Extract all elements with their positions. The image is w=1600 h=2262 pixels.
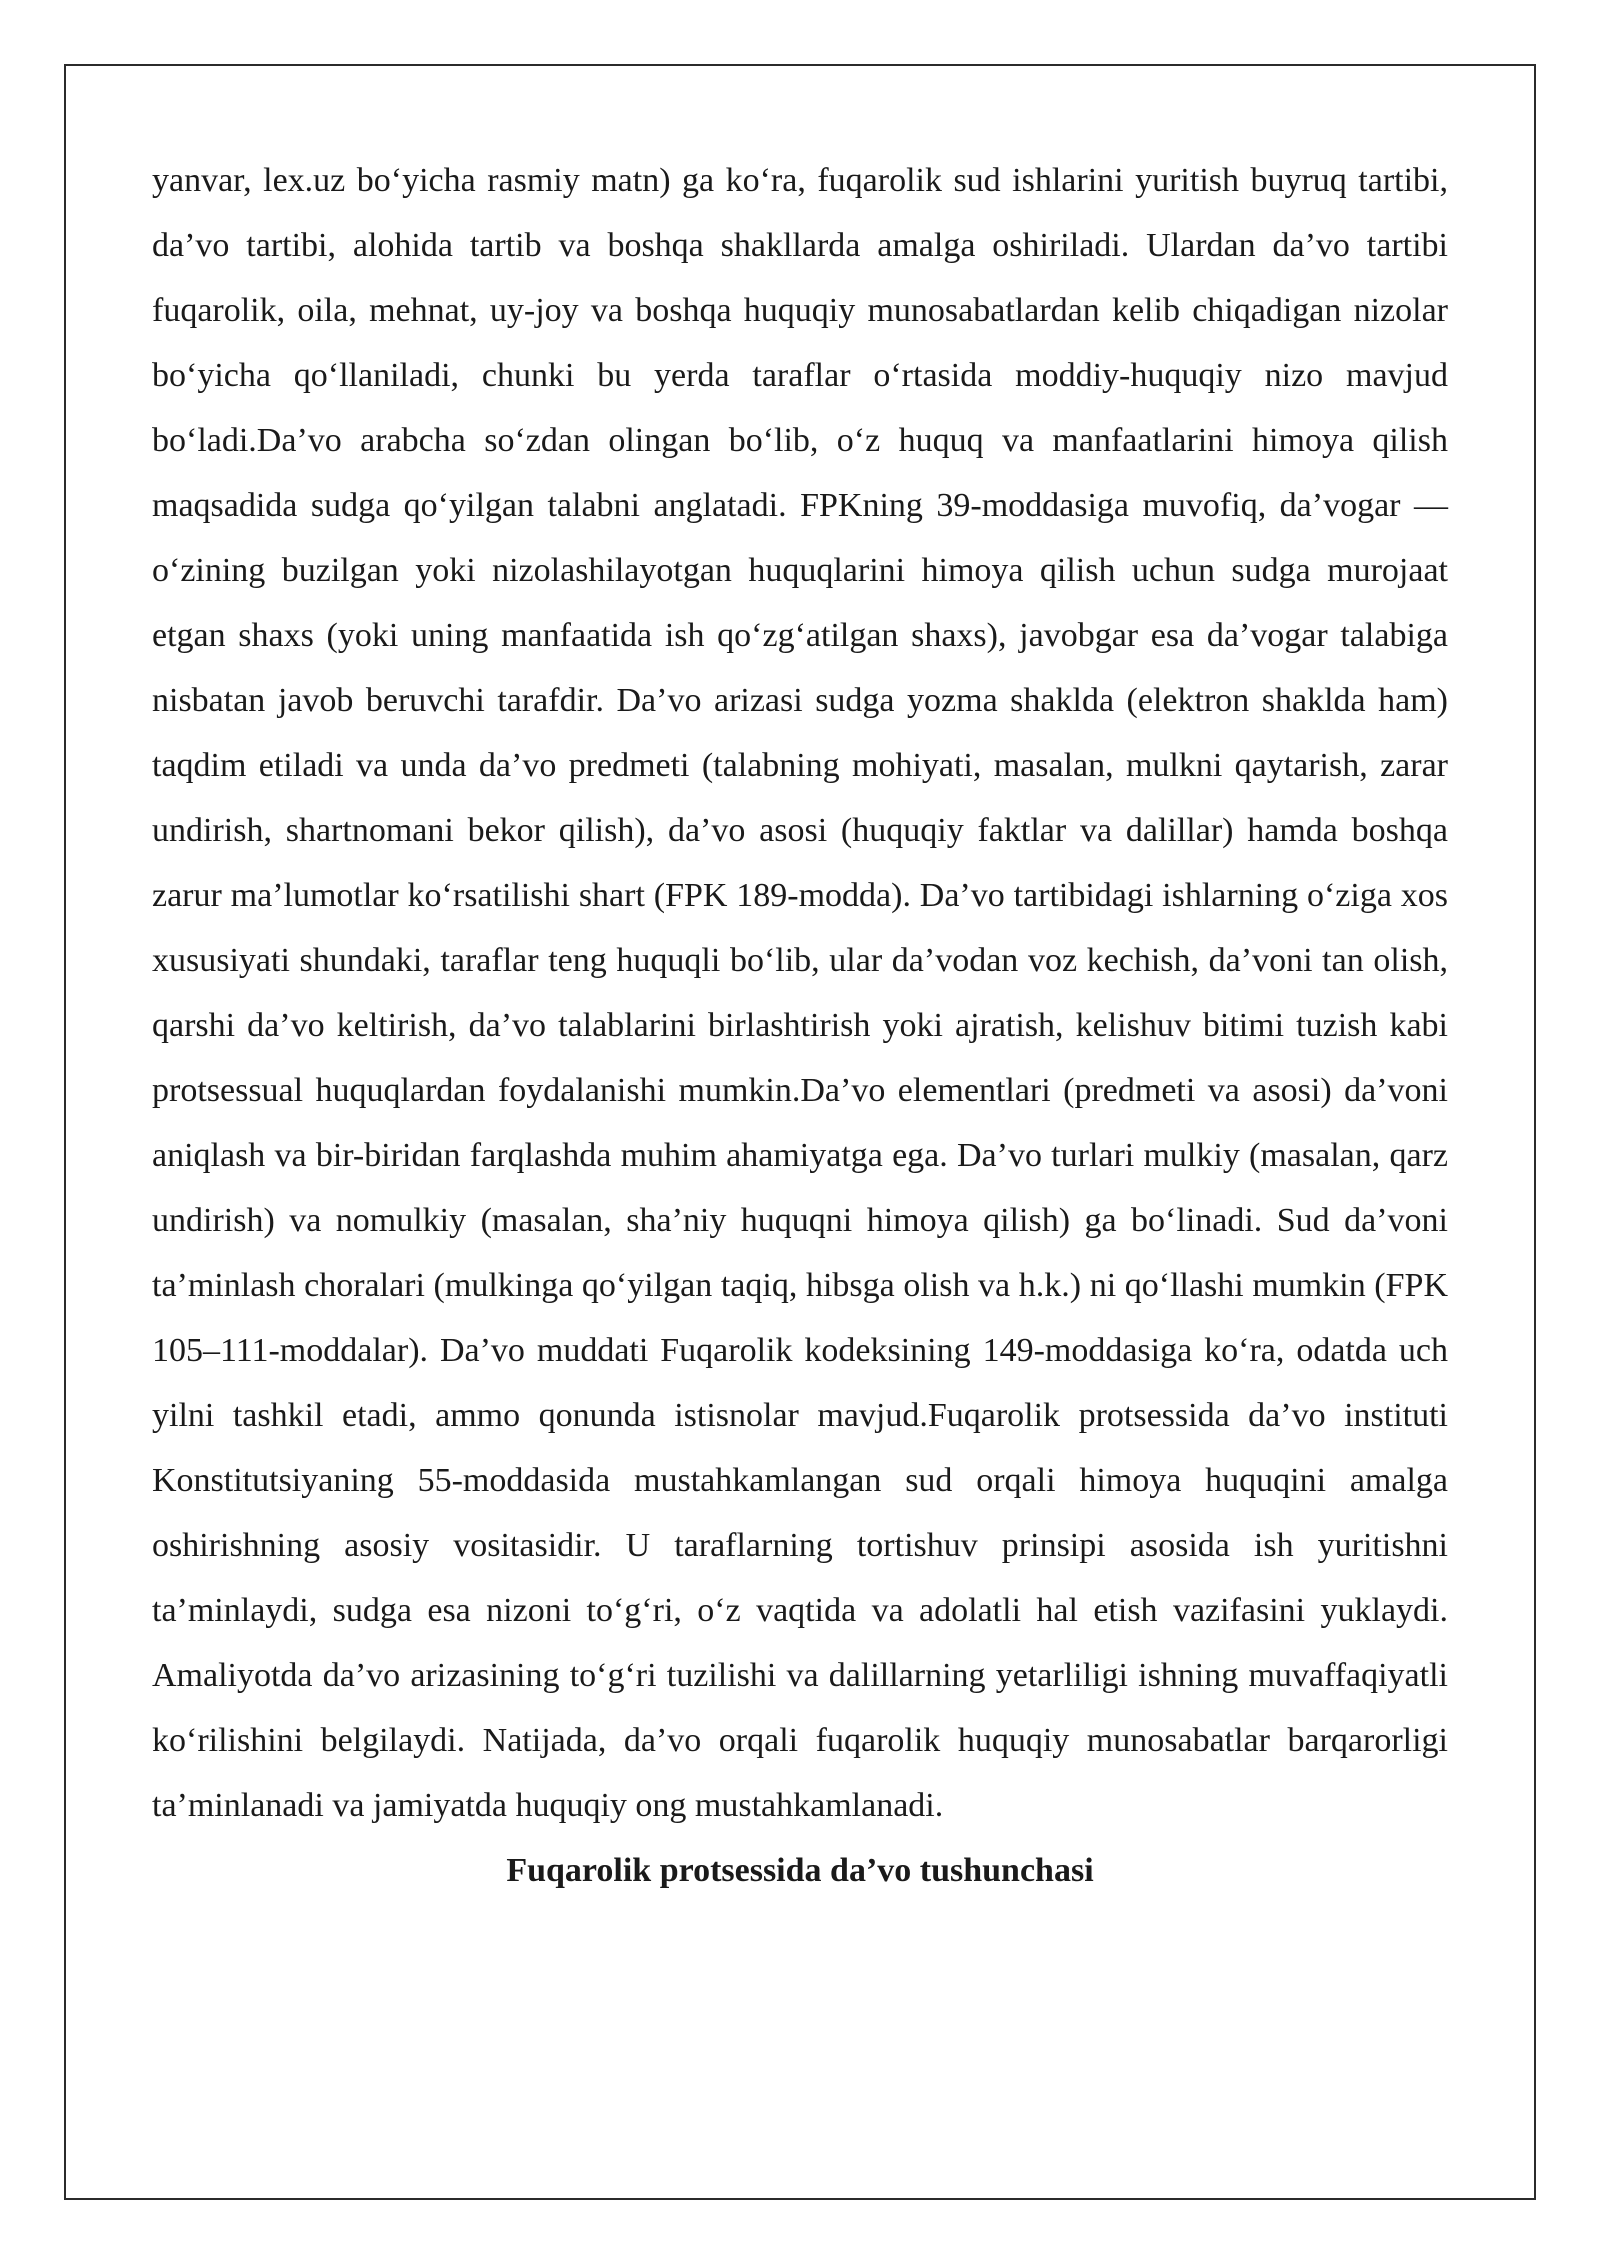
page-content [152,148,1448,1903]
section-heading: Fuqarolik protsessida da’vo tushunchasi [506,1852,1094,1889]
body-paragraph: yanvar, lex.uz bo‘yicha rasmiy matn) ga ko‘ra, fuqarolik sud ishlarini yuritish buyruq tartibi, da’vo tartibi, alohida tartib va boshqa shakllarda amalga oshiriladi. Ulardan da’vo tartibi fuqarolik, oila, mehnat, uy-joy va boshqa huquqiy munosabatlardan kelib chiqadigan nizolar bo‘yicha qo‘llaniladi, chunki bu yerda taraflar o‘rtasida moddiy-huquqiy nizo mavjud bo‘ladi.Da’vo arabcha so‘zdan olingan bo‘lib, o‘z huquq va manfaatlarini himoya qilish maqsadida sudga qo‘yilgan talabni anglatadi. FPKning 39-moddasiga muvofiq, da’vogar — o‘zining buzilgan yoki nizolashilayotgan huquqlarini himoya qilish uchun sudga murojaat etgan shaxs (yoki uning manfaatida ish qo‘zg‘atilgan shaxs), javobgar esa da’vogar talabiga nisbatan javob beruvchi tarafdir. Da’vo arizasi sudga yozma shaklda (elektron shaklda ham) taqdim etiladi va unda da’vo predmeti (talabning mohiyati, masalan, mulkni qaytarish, zarar undirish, shartnomani bekor qilish), da’vo asosi (huquqiy faktlar va dalillar) hamda boshqa zarur ma’lumotlar ko‘rsatilishi shart (FPK 189-modda). Da’vo tartibidagi ishlarning o‘ziga xos xususiyati shundaki, taraflar teng huquqli bo‘lib, ular da’vodan voz kechish, da’voni tan olish, qarshi da’vo keltirish, da’vo talablarini birlashtirish yoki ajratish, kelishuv bitimi tuzish kabi protsessual huquqlardan foydalanishi mumkin.Da’vo elementlari (predmeti va asosi) da’voni aniqlash va bir-biridan farqlashda muhim ahamiyatga ega. Da’vo turlari mulkiy (masalan, qarz undirish) va nomulkiy (masalan, sha’niy huquqni himoya qilish) ga bo‘linadi. Sud da’voni ta’minlash choralari (mulkinga qo‘yilgan taqiq, hibsga olish va h.k.) ni qo‘llashi mumkin (FPK 105–111-moddalar). Da’vo muddati Fuqarolik kodeksining 149-moddasiga ko‘ra, odatda uch yilni tashkil etadi, ammo qonunda istisnolar mavjud.Fuqarolik protsessida da’vo instituti Konstitutsiyaning 55-moddasida mustahkamlangan sud orqali himoya huquqini amalga oshirishning asosiy vositasidir. U taraflarning tortishuv prinsipi asosida ish yuritishni ta’minlaydi, sudga esa nizoni to‘g‘ri, o‘z vaqtida va adolatli hal etish vazifasini yuklaydi. Amaliyotda da’vo arizasining to‘g‘ri tuzilishi va dalillarning yetarliligi ishning muvaffaqiyatli ko‘rilishini belgilaydi. Natijada, da’vo orqali fuqarolik huquqiy munosabatlar barqarorligi ta’minlanadi va jamiyatda huquqiy ong mustahkamlanadi. [152,162,1448,1824]
